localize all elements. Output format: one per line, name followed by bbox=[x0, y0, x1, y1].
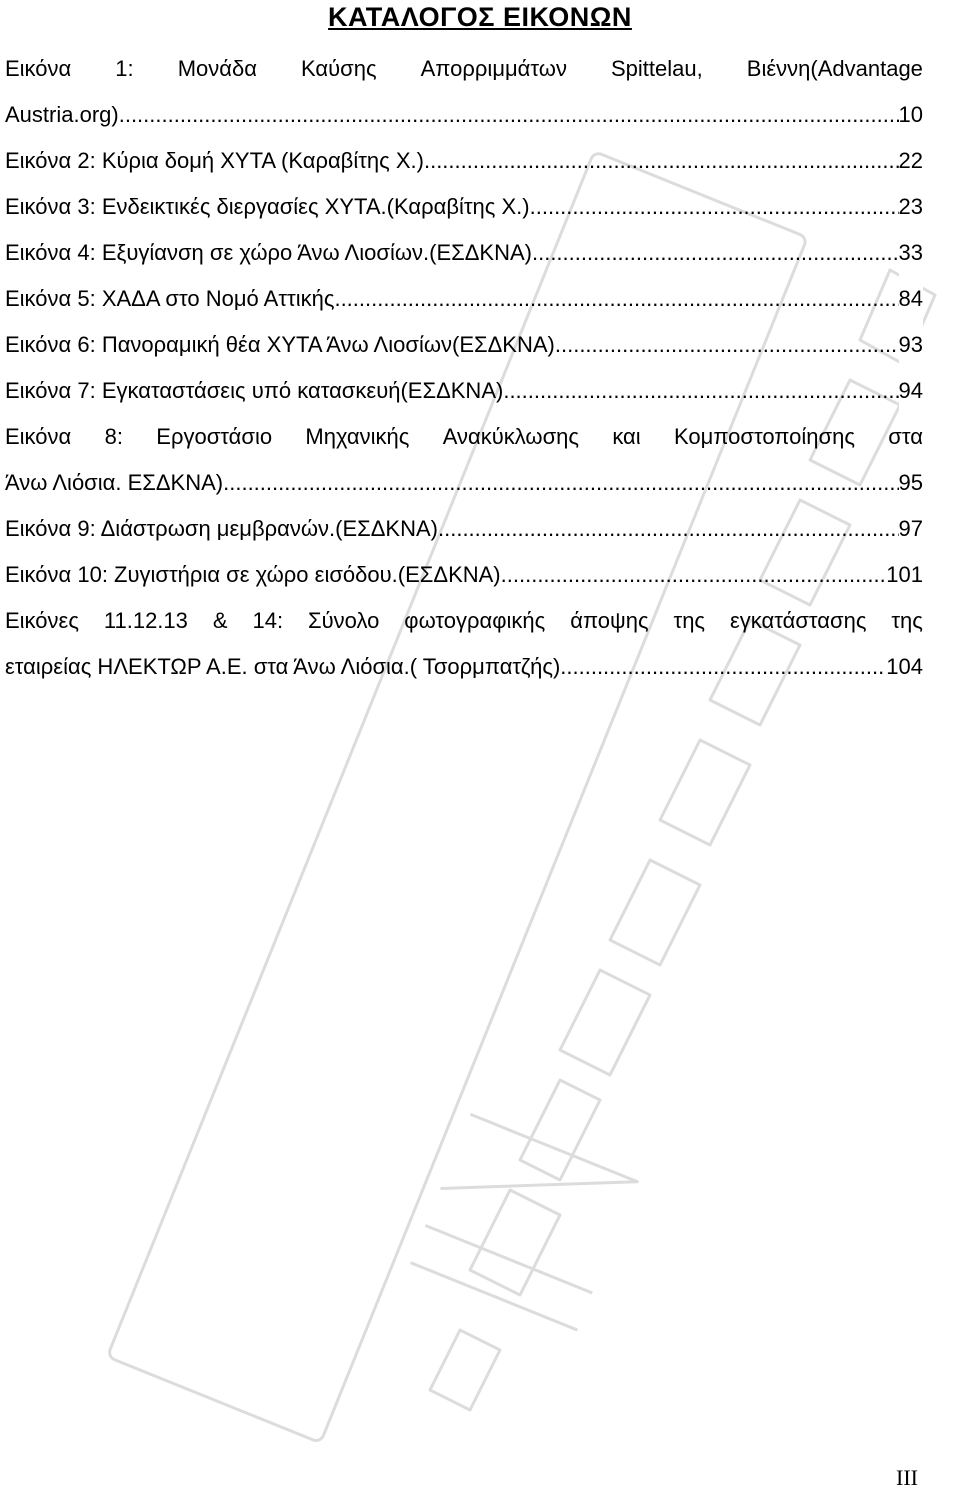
entry-page-number: 104 bbox=[886, 644, 923, 690]
dot-leader bbox=[560, 644, 886, 690]
list-item-line bbox=[5, 414, 923, 460]
list-item-line bbox=[5, 598, 923, 644]
dot-leader bbox=[223, 460, 898, 506]
entry-page-number: 84 bbox=[899, 276, 923, 322]
figures-list bbox=[5, 46, 923, 690]
dot-leader bbox=[119, 92, 899, 138]
list-item[interactable] bbox=[5, 92, 923, 138]
list-item[interactable] bbox=[5, 138, 923, 184]
entry-word: 11.12.13 bbox=[103, 608, 188, 633]
entry-word: της bbox=[891, 608, 923, 633]
list-item-line bbox=[5, 46, 923, 92]
entry-word: της bbox=[673, 608, 706, 633]
list-item[interactable] bbox=[5, 276, 923, 322]
dot-leader bbox=[424, 138, 899, 184]
entry-word: στα bbox=[888, 424, 923, 449]
list-item[interactable] bbox=[5, 506, 923, 552]
entry-word: Εικόνα bbox=[5, 56, 72, 81]
page-number: III bbox=[896, 1465, 918, 1490]
entry-word: Μονάδα bbox=[177, 56, 257, 81]
entry-page-number: 23 bbox=[899, 184, 923, 230]
dot-leader bbox=[334, 276, 898, 322]
dot-leader bbox=[530, 184, 899, 230]
entry-text: Εικόνα 5: ΧΑΔΑ στο Νομό Αττικής bbox=[5, 286, 335, 311]
entry-text: Εικόνα 3: Ενδεικτικές διεργασίες ΧΥΤΑ.(Καραβίτης Χ.) bbox=[5, 194, 530, 219]
entry-word: φωτογραφικής bbox=[404, 608, 546, 633]
entry-word: 1: bbox=[115, 56, 134, 81]
entry-page-number: 97 bbox=[899, 506, 923, 552]
dot-leader bbox=[503, 368, 898, 414]
entry-word: και bbox=[612, 424, 641, 449]
entry-word: 8: bbox=[104, 424, 123, 449]
entry-word: Απορριμμάτων bbox=[420, 56, 567, 81]
entry-text: εταιρείας ΗΛΕΚΤΩΡ Α.Ε. στα Άνω Λιόσια.( Τσορμπατζής) bbox=[5, 654, 561, 679]
list-item[interactable] bbox=[5, 460, 923, 506]
entry-word: Εικόνα bbox=[5, 424, 72, 449]
entry-word: Εργοστάσιο bbox=[156, 424, 273, 449]
entry-text: Εικόνα 6: Πανοραμική θέα ΧΥΤΑ Άνω Λιοσίων(ΕΣΔΚΝΑ) bbox=[5, 332, 555, 357]
entry-word: Κομποστοποίησης bbox=[674, 424, 855, 449]
entry-text: Εικόνα 7: Εγκαταστάσεις υπό κατασκευή(ΕΣΔΚΝΑ) bbox=[5, 378, 504, 403]
entry-word: εγκατάστασης bbox=[729, 608, 867, 633]
entry-word: Spittelau, bbox=[611, 56, 703, 81]
entry-word: Καύσης bbox=[301, 56, 377, 81]
list-item[interactable] bbox=[5, 322, 923, 368]
entry-page-number: 101 bbox=[886, 552, 923, 598]
entry-page-number: 10 bbox=[899, 92, 923, 138]
page-title: ΚΑΤΑΛΟΓΟΣ ΕΙΚΟΝΩΝ bbox=[328, 2, 632, 32]
entry-word: Μηχανικής bbox=[305, 424, 410, 449]
entry-text: Εικόνα 10: Ζυγιστήρια σε χώρο εισόδου.(ΕΣΔΚΝΑ) bbox=[5, 562, 501, 587]
entry-word: Βιέννη(Advantage bbox=[746, 56, 923, 81]
list-item[interactable] bbox=[5, 368, 923, 414]
entry-word: 14: bbox=[252, 608, 284, 633]
entry-word: Εικόνες bbox=[5, 608, 79, 633]
entry-page-number: 93 bbox=[899, 322, 923, 368]
list-item[interactable] bbox=[5, 230, 923, 276]
entry-page-number: 33 bbox=[899, 230, 923, 276]
entry-page-number: 94 bbox=[899, 368, 923, 414]
entry-page-number: 22 bbox=[899, 138, 923, 184]
list-item[interactable] bbox=[5, 184, 923, 230]
dot-leader bbox=[438, 506, 899, 552]
dot-leader bbox=[501, 552, 887, 598]
entry-text: Εικόνα 9: Διάστρωση μεμβρανών.(ΕΣΔΚΝΑ) bbox=[5, 516, 438, 541]
list-item[interactable] bbox=[5, 644, 923, 690]
entry-word: & bbox=[212, 608, 228, 633]
entry-text: Austria.org) bbox=[5, 102, 119, 127]
entry-word: άποψης bbox=[570, 608, 649, 633]
entry-word: Ανακύκλωσης bbox=[442, 424, 579, 449]
entry-text: Εικόνα 2: Κύρια δομή ΧΥΤΑ (Καραβίτης Χ.) bbox=[5, 148, 424, 173]
entry-word: Σύνολο bbox=[308, 608, 380, 633]
dot-leader bbox=[555, 322, 899, 368]
entry-text: Εικόνα 4: Εξυγίανση σε χώρο Άνω Λιοσίων.(ΕΣΔΚΝΑ) bbox=[5, 240, 532, 265]
list-item[interactable] bbox=[5, 552, 923, 598]
entry-text: Άνω Λιόσια. ΕΣΔΚΝΑ) bbox=[5, 470, 224, 495]
dot-leader bbox=[532, 230, 899, 276]
entry-page-number: 95 bbox=[899, 460, 923, 506]
